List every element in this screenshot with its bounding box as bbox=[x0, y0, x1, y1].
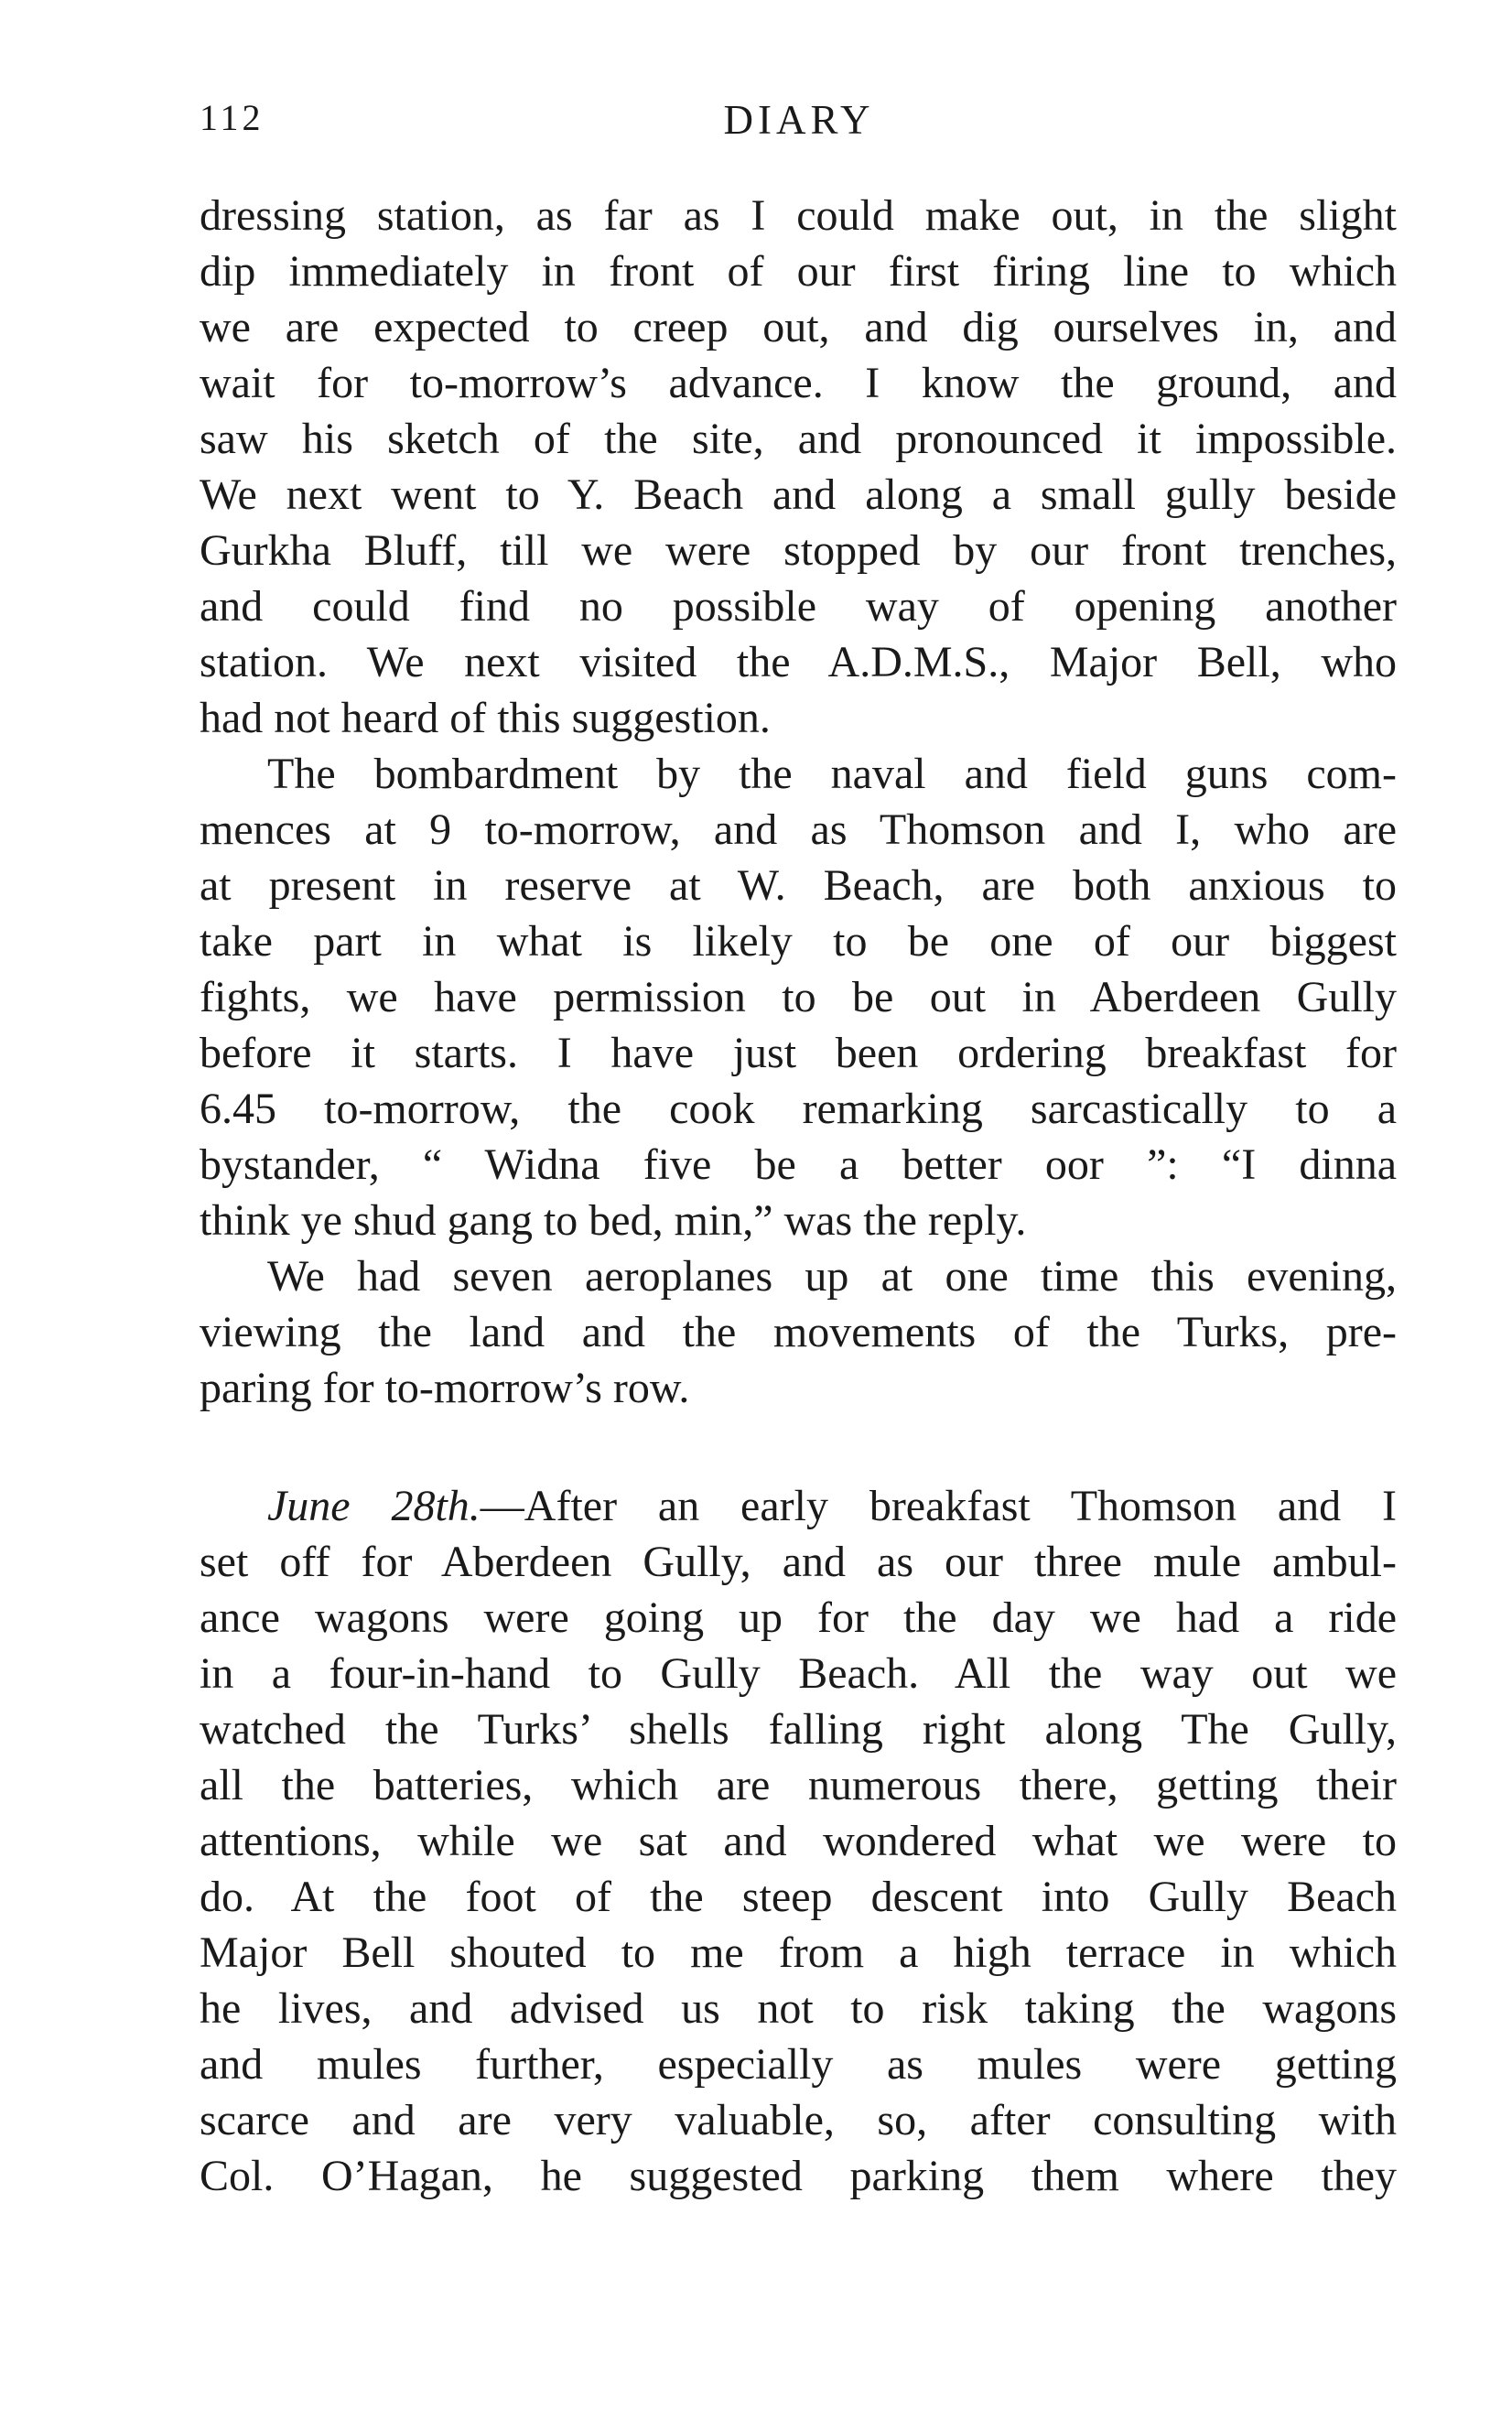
text-line: take part in what is likely to be one of our biggest bbox=[200, 917, 1397, 966]
text-line: ance wagons were going up for the day we had a ride bbox=[200, 1593, 1397, 1642]
running-title: DIARY bbox=[723, 97, 875, 143]
text-line: mences at 9 to-morrow, and as Thomson and I, who are bbox=[200, 805, 1397, 854]
text-line: and could find no possible way of opening another bbox=[200, 582, 1397, 631]
text-line: dip immediately in front of our first firing line to which bbox=[200, 247, 1397, 296]
text-line: had not heard of this suggestion. bbox=[200, 694, 771, 742]
text-line: saw his sketch of the site, and pronounced it impossible. bbox=[200, 415, 1397, 463]
text-line: scarce and are very valuable, so, after consulting with bbox=[200, 2096, 1397, 2144]
text-line: and mules further, especially as mules were getting bbox=[200, 2040, 1397, 2089]
text-line: dressing station, as far as I could make out, in the slight bbox=[200, 191, 1397, 240]
diary-entry bbox=[200, 1478, 1397, 2204]
entry-first-line bbox=[200, 1478, 1397, 1534]
entry-first-line-text: —After an early breakfast Thomson and I bbox=[480, 1482, 1397, 1530]
entry-date: June 28th. bbox=[267, 1482, 481, 1530]
text-line: he lives, and advised us not to risk taking the wagons bbox=[200, 1984, 1397, 2033]
text-line: We had seven aeroplanes up at one time this evening, bbox=[267, 1252, 1397, 1301]
section-break bbox=[200, 1416, 1397, 1478]
text-line: watched the Turks’ shells falling right along The Gully, bbox=[200, 1705, 1397, 1754]
text-line: 6.45 to-morrow, the cook remarking sarcastically to a bbox=[200, 1085, 1397, 1133]
text-line: paring for to-morrow’s row. bbox=[200, 1364, 690, 1412]
text-line: fights, we have permission to be out in Aberdeen Gully bbox=[200, 973, 1397, 1021]
text-line: We next went to Y. Beach and along a small gully beside bbox=[200, 470, 1397, 519]
text-line: station. We next visited the A.D.M.S., Major Bell, who bbox=[200, 638, 1397, 686]
text-line: think ye shud gang to bed, min,” was the reply. bbox=[200, 1196, 1027, 1245]
text-line: Gurkha Bluff, till we were stopped by our front trenches, bbox=[200, 526, 1397, 575]
text-line: in a four-in-hand to Gully Beach. All the way out we bbox=[200, 1649, 1397, 1698]
body-text bbox=[200, 188, 1397, 2204]
text-line: at present in reserve at W. Beach, are both anxious to bbox=[200, 861, 1397, 910]
text-line: do. At the foot of the steep descent into Gully Beach bbox=[200, 1873, 1397, 1921]
text-line: before it starts. I have just been ordering breakfast for bbox=[200, 1029, 1397, 1077]
paragraph bbox=[200, 746, 1397, 1248]
paragraph bbox=[200, 1248, 1397, 1416]
text-line: Col. O’Hagan, he suggested parking them where they bbox=[200, 2152, 1397, 2200]
text-line: Major Bell shouted to me from a high terrace in which bbox=[200, 1928, 1397, 1977]
page-number: 112 bbox=[200, 97, 265, 138]
text-line: we are expected to creep out, and dig ourselves in, and bbox=[200, 303, 1397, 351]
text-line: bystander, “ Widna five be a better oor ”: “I dinna bbox=[200, 1140, 1397, 1189]
text-line: viewing the land and the movements of the Turks, pre- bbox=[200, 1308, 1397, 1356]
text-line: The bombardment by the naval and field guns com- bbox=[267, 750, 1397, 798]
text-line: attentions, while we sat and wondered what we were to bbox=[200, 1817, 1397, 1865]
paragraph bbox=[200, 188, 1397, 746]
text-line: wait for to-morrow’s advance. I know the ground, and bbox=[200, 359, 1397, 407]
text-line: set off for Aberdeen Gully, and as our three mule ambul- bbox=[200, 1538, 1397, 1586]
text-line: all the batteries, which are numerous there, getting their bbox=[200, 1761, 1397, 1809]
running-head bbox=[200, 96, 1399, 151]
